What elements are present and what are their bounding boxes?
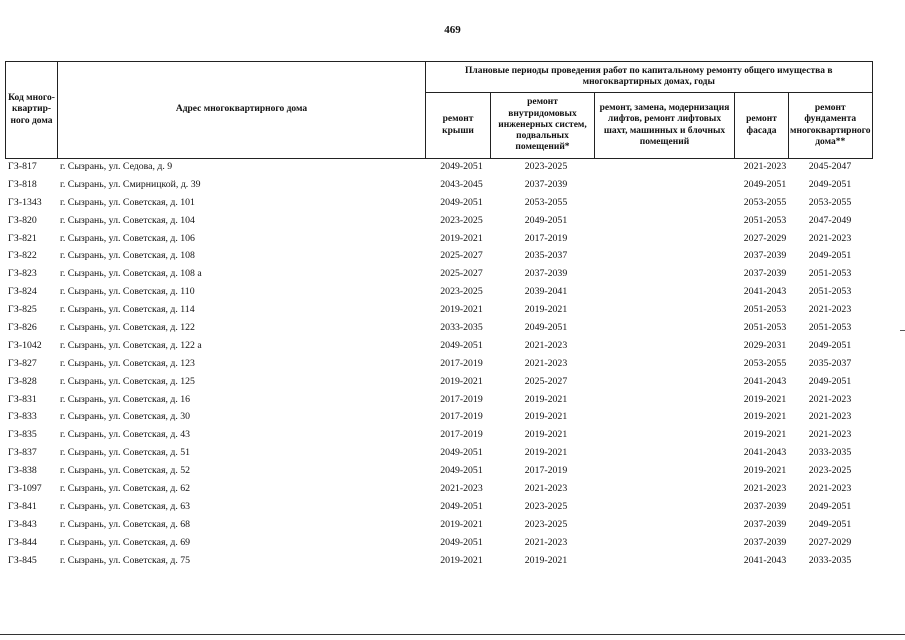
cell-address: г. Сызрань, ул. Советская, д. 104 — [60, 214, 195, 226]
table-row — [5, 445, 863, 463]
table-row — [5, 553, 863, 571]
cell-facade: 2019-2021 — [743, 411, 787, 423]
cell-address: г. Сызрань, ул. Советская, д. 101 — [60, 196, 195, 208]
cell-roof: 2049-2051 — [440, 500, 483, 512]
cell-code: ГЗ-841 — [8, 500, 37, 512]
table-header — [5, 61, 873, 159]
cell-code: ГЗ-838 — [8, 465, 37, 477]
table-row — [5, 499, 863, 517]
cell-facade: 2041-2043 — [743, 286, 787, 298]
cell-facade: 2049-2051 — [743, 178, 787, 190]
table-row — [5, 302, 863, 320]
cell-code: ГЗ-827 — [8, 357, 37, 369]
cell-foundation: 2049-2051 — [808, 500, 852, 512]
cell-code: ГЗ-820 — [8, 214, 37, 226]
cell-roof: 2019-2021 — [440, 304, 483, 316]
cell-code: ГЗ-1343 — [8, 196, 42, 208]
cell-address: г. Сызрань, ул. Советская, д. 114 — [60, 304, 195, 316]
cell-engineering: 2023-2025 — [524, 518, 568, 530]
cell-code: ГЗ-837 — [8, 447, 37, 459]
cell-engineering: 2019-2021 — [524, 393, 568, 405]
cell-engineering: 2021-2023 — [524, 357, 568, 369]
table-row — [5, 213, 863, 231]
cell-facade: 2041-2043 — [743, 375, 787, 387]
cell-address: г. Сызрань, ул. Советская, д. 68 — [60, 518, 191, 530]
cell-address: г. Сызрань, ул. Советская, д. 30 — [60, 411, 191, 423]
cell-address: г. Сызрань, ул. Советская, д. 69 — [60, 536, 191, 548]
cell-engineering: 2019-2021 — [524, 554, 568, 566]
cell-code: ГЗ-844 — [8, 536, 37, 548]
cell-code: ГЗ-833 — [8, 411, 37, 423]
cell-address: г. Сызрань, ул. Советская, д. 16 — [60, 393, 191, 405]
cell-roof: 2049-2051 — [440, 536, 483, 548]
cell-address: г. Сызрань, ул. Советская, д. 108 — [60, 250, 195, 262]
cell-foundation: 2049-2051 — [808, 375, 852, 387]
header-foundation: ремонт фундамента многоквартирного дома** — [789, 93, 873, 159]
cell-code: ГЗ-826 — [8, 322, 37, 334]
cell-facade: 2041-2043 — [743, 447, 787, 459]
cell-facade: 2051-2053 — [743, 214, 787, 226]
cell-address: г. Сызрань, ул. Советская, д. 63 — [60, 500, 191, 512]
table-row — [5, 195, 863, 213]
table-row — [5, 517, 863, 535]
cell-roof: 2049-2051 — [440, 465, 483, 477]
cell-foundation: 2049-2051 — [808, 518, 852, 530]
cell-roof: 2049-2051 — [440, 339, 483, 351]
cell-engineering: 2017-2019 — [524, 465, 568, 477]
cell-code: ГЗ-843 — [8, 518, 37, 530]
cell-foundation: 2027-2029 — [808, 536, 852, 548]
table-row — [5, 409, 863, 427]
cell-foundation: 2051-2053 — [808, 286, 852, 298]
cell-facade: 2037-2039 — [743, 268, 787, 280]
cell-code: ГЗ-835 — [8, 429, 37, 441]
table-row — [5, 338, 863, 356]
cell-engineering: 2023-2025 — [524, 161, 568, 172]
cell-address: г. Сызрань, ул. Советская, д. 52 — [60, 465, 191, 477]
cell-facade: 2019-2021 — [743, 465, 787, 477]
cell-roof: 2033-2035 — [440, 322, 483, 334]
cell-foundation: 2033-2035 — [808, 554, 852, 566]
cell-engineering: 2023-2025 — [524, 500, 568, 512]
cell-facade: 2027-2029 — [743, 232, 787, 244]
cell-foundation: 2051-2053 — [808, 268, 852, 280]
cell-facade: 2037-2039 — [743, 536, 787, 548]
cell-foundation: 2023-2025 — [808, 465, 852, 477]
cell-foundation: 2051-2053 — [808, 322, 852, 334]
header-address: Адрес многоквартирного дома — [58, 62, 426, 159]
cell-roof: 2043-2045 — [440, 178, 483, 190]
cell-facade: 2021-2023 — [743, 161, 787, 172]
cell-code: ГЗ-821 — [8, 232, 37, 244]
cell-engineering: 2019-2021 — [524, 411, 568, 423]
cell-address: г. Сызрань, ул. Советская, д. 108 а — [60, 268, 202, 280]
cell-facade: 2053-2055 — [743, 196, 787, 208]
cell-facade: 2041-2043 — [743, 554, 787, 566]
table-row — [5, 374, 863, 392]
cell-facade: 2037-2039 — [743, 250, 787, 262]
table-row — [5, 427, 863, 445]
cell-address: г. Сызрань, ул. Советская, д. 43 — [60, 429, 191, 441]
page-number: 469 — [444, 24, 461, 36]
cell-foundation: 2049-2051 — [808, 250, 852, 262]
cell-foundation: 2047-2049 — [808, 214, 852, 226]
cell-code: ГЗ-823 — [8, 268, 37, 280]
cell-code: ГЗ-824 — [8, 286, 37, 298]
cell-address: г. Сызрань, ул. Смирницкой, д. 39 — [60, 178, 201, 190]
table-row — [5, 248, 863, 266]
cell-address: г. Сызрань, ул. Советская, д. 51 — [60, 447, 191, 459]
cell-roof: 2017-2019 — [440, 393, 483, 405]
cell-roof: 2049-2051 — [440, 161, 483, 172]
cell-address: г. Сызрань, ул. Советская, д. 62 — [60, 483, 191, 495]
table-row — [5, 177, 863, 195]
cell-address: г. Сызрань, ул. Советская, д. 75 — [60, 554, 191, 566]
cell-facade: 2053-2055 — [743, 357, 787, 369]
cell-facade: 2019-2021 — [743, 429, 787, 441]
cell-code: ГЗ-817 — [8, 161, 37, 172]
cell-code: ГЗ-822 — [8, 250, 37, 262]
cell-foundation: 2021-2023 — [808, 483, 852, 495]
header-facade: ремонт фасада — [735, 93, 789, 159]
header-engineering: ремонт внутридомовых инженерных систем, подвальных помещений* — [491, 93, 595, 159]
cell-engineering: 2039-2041 — [524, 286, 568, 298]
cell-foundation: 2033-2035 — [808, 447, 852, 459]
table-row — [5, 159, 863, 177]
cell-roof: 2019-2021 — [440, 375, 483, 387]
header-elevators: ремонт, замена, модернизация лифтов, ремонт лифтовых шахт, машинных и блочных помещений — [595, 93, 735, 159]
cell-engineering: 2037-2039 — [524, 178, 568, 190]
cell-foundation: 2021-2023 — [808, 232, 852, 244]
header-code: Код много-квартир-ного дома — [6, 62, 58, 159]
cell-address: г. Сызрань, ул. Советская, д. 106 — [60, 232, 195, 244]
cell-roof: 2049-2051 — [440, 196, 483, 208]
cell-roof: 2019-2021 — [440, 232, 483, 244]
cell-roof: 2021-2023 — [440, 483, 483, 495]
cell-foundation: 2021-2023 — [808, 393, 852, 405]
table-row — [5, 320, 863, 338]
cell-address: г. Сызрань, ул. Советская, д. 123 — [60, 357, 195, 369]
cell-facade: 2051-2053 — [743, 304, 787, 316]
cell-roof: 2025-2027 — [440, 250, 483, 262]
cell-code: ГЗ-1097 — [8, 483, 42, 495]
cell-roof: 2049-2051 — [440, 447, 483, 459]
cell-facade: 2021-2023 — [743, 483, 787, 495]
cell-address: г. Сызрань, ул. Советская, д. 110 — [60, 286, 195, 298]
table-row — [5, 284, 863, 302]
edge-mark — [900, 330, 905, 331]
cell-foundation: 2035-2037 — [808, 357, 852, 369]
table-row — [5, 535, 863, 553]
page-bottom-rule — [0, 634, 905, 635]
cell-roof: 2017-2019 — [440, 429, 483, 441]
cell-foundation: 2049-2051 — [808, 339, 852, 351]
cell-address: г. Сызрань, ул. Советская, д. 122 а — [60, 339, 202, 351]
cell-facade: 2037-2039 — [743, 518, 787, 530]
table-row — [5, 392, 863, 410]
table-row — [5, 481, 863, 499]
cell-roof: 2019-2021 — [440, 518, 483, 530]
cell-roof: 2017-2019 — [440, 411, 483, 423]
cell-code: ГЗ-825 — [8, 304, 37, 316]
cell-facade: 2037-2039 — [743, 500, 787, 512]
cell-foundation: 2049-2051 — [808, 178, 852, 190]
header-periods: Плановые периоды проведения работ по капитальному ремонту общего имущества в многоквартирных домах, годы — [426, 62, 873, 93]
cell-foundation: 2045-2047 — [808, 161, 852, 172]
table-row — [5, 463, 863, 481]
cell-engineering: 2021-2023 — [524, 536, 568, 548]
cell-engineering: 2025-2027 — [524, 375, 568, 387]
cell-engineering: 2049-2051 — [524, 322, 568, 334]
cell-engineering: 2037-2039 — [524, 268, 568, 280]
cell-facade: 2029-2031 — [743, 339, 787, 351]
cell-engineering: 2049-2051 — [524, 214, 568, 226]
cell-engineering: 2019-2021 — [524, 304, 568, 316]
cell-address: г. Сызрань, ул. Советская, д. 125 — [60, 375, 195, 387]
cell-address: г. Сызрань, ул. Советская, д. 122 — [60, 322, 195, 334]
cell-facade: 2019-2021 — [743, 393, 787, 405]
cell-foundation: 2021-2023 — [808, 304, 852, 316]
cell-engineering: 2019-2021 — [524, 447, 568, 459]
cell-engineering: 2021-2023 — [524, 339, 568, 351]
table-body — [5, 159, 863, 570]
cell-facade: 2051-2053 — [743, 322, 787, 334]
header-roof: ремонт крыши — [426, 93, 491, 159]
cell-code: ГЗ-845 — [8, 554, 37, 566]
cell-roof: 2019-2021 — [440, 554, 483, 566]
cell-roof: 2023-2025 — [440, 214, 483, 226]
cell-roof: 2025-2027 — [440, 268, 483, 280]
cell-engineering: 2035-2037 — [524, 250, 568, 262]
table-row — [5, 231, 863, 249]
cell-code: ГЗ-828 — [8, 375, 37, 387]
cell-engineering: 2019-2021 — [524, 429, 568, 441]
cell-foundation: 2021-2023 — [808, 429, 852, 441]
cell-code: ГЗ-831 — [8, 393, 37, 405]
cell-engineering: 2017-2019 — [524, 232, 568, 244]
cell-engineering: 2053-2055 — [524, 196, 568, 208]
cell-roof: 2017-2019 — [440, 357, 483, 369]
table-row — [5, 266, 863, 284]
cell-code: ГЗ-1042 — [8, 339, 42, 351]
cell-roof: 2023-2025 — [440, 286, 483, 298]
table-row — [5, 356, 863, 374]
cell-foundation: 2053-2055 — [808, 196, 852, 208]
cell-code: ГЗ-818 — [8, 178, 37, 190]
cell-engineering: 2021-2023 — [524, 483, 568, 495]
cell-foundation: 2021-2023 — [808, 411, 852, 423]
cell-address: г. Сызрань, ул. Седова, д. 9 — [60, 161, 173, 172]
